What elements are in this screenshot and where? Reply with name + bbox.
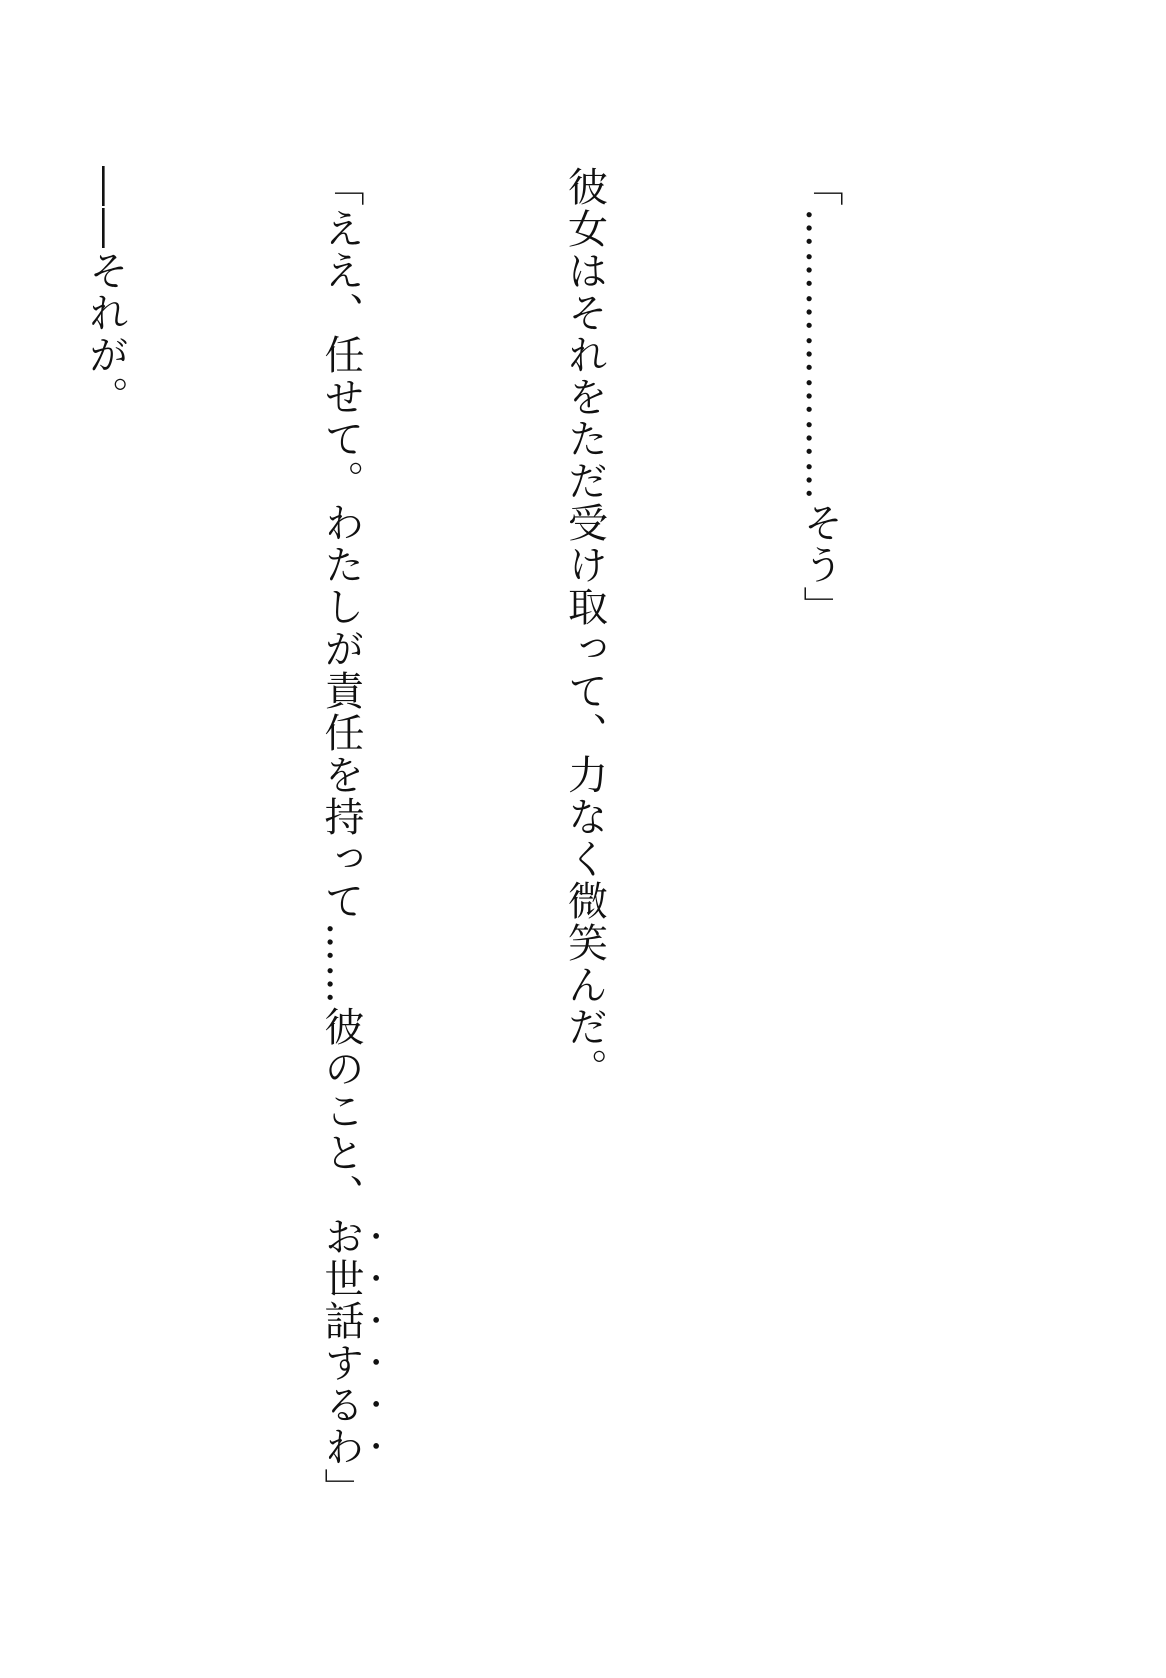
- vertical-text-body: [0, 166, 1016, 1606]
- text-line-3: [302, 166, 389, 1606]
- text-line-3-before: 「ええ、任せて。わたしが責任を持って……彼のこと、: [318, 166, 364, 1216]
- text-line-3-emphasized: お世話するわ: [318, 1216, 364, 1468]
- text-line-3-after: 」: [318, 1468, 364, 1510]
- text-line-4: ――それが。: [82, 166, 129, 418]
- text-line-1: 「…………………そう」: [797, 166, 843, 628]
- text-line-2: 彼女はそれをただ受け取って、力なく微笑んだ。: [561, 166, 608, 1090]
